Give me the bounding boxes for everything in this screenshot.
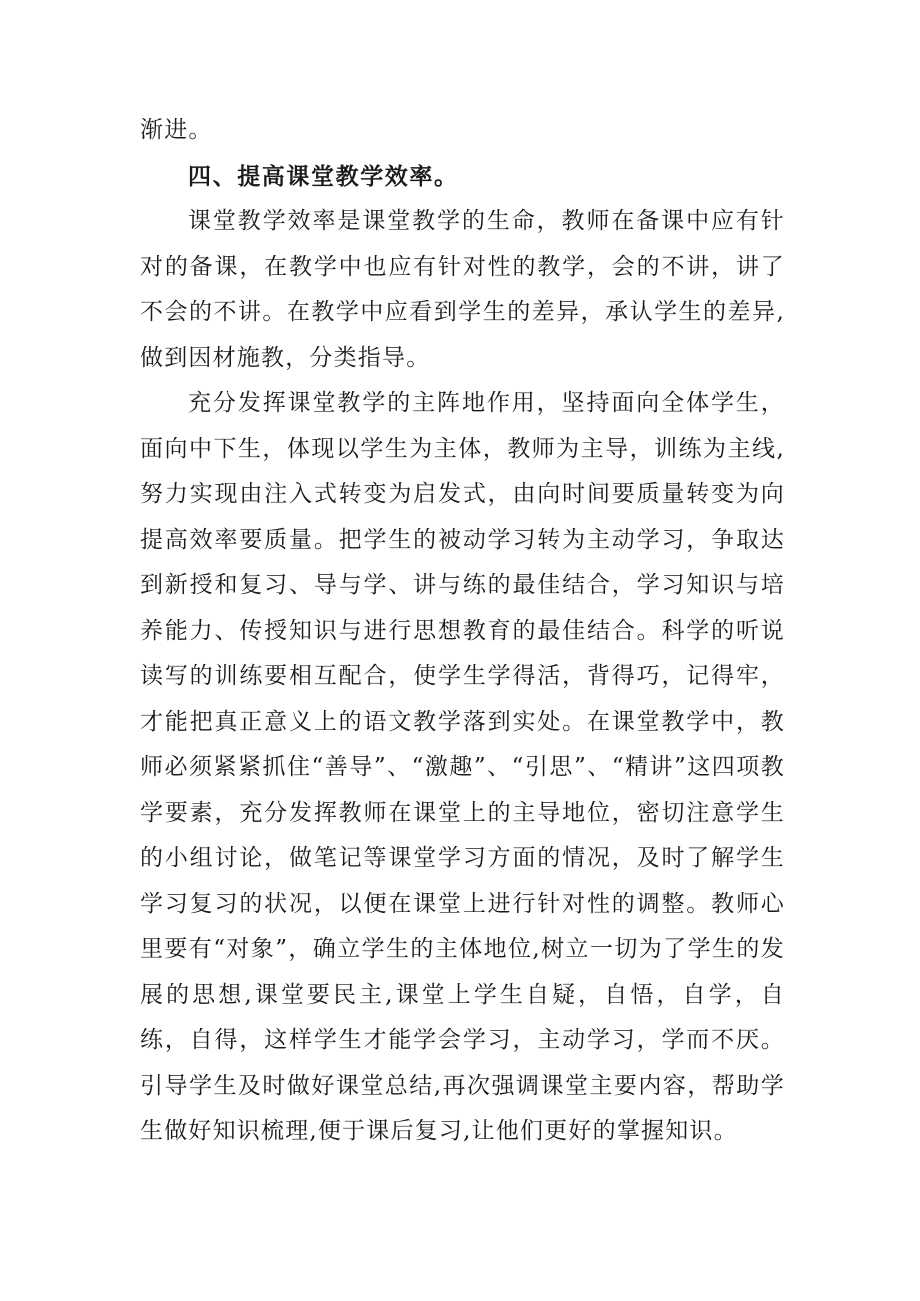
- paragraph-classroom-role: 充分发挥课堂教学的主阵地作用，坚持面向全体学生，面向中下生，体现以学生为主体，教师为主导，训练为主线,努力实现由注入式转变为启发式，由向时间要质量转变为向提高效率要质量。把学生的被动学习转为主动学习，争取达到新授和复习、导与学、讲与练的最佳结合，学习知识与培养能力、传授知识与进行思想教育的最佳结合。科学的听说读写的训练要相互配合，使学生学得活，背得巧，记得牢，才能把真正意义上的语文教学落到实处。在课堂教学中，教师必须紧紧抓住“善导”、“激趣”、“引思”、“精讲”这四项教学要素，充分发挥教师在课堂上的主导地位，密切注意学生的小组讨论，做笔记等课堂学习方面的情况，及时了解学生学习复习的状况，以便在课堂上进行针对性的调整。教师心里要有“对象”，确立学生的主体地位,树立一切为了学生的发展的思想,课堂要民主,课堂上学生自疑，自悟，自学，自练，自得，这样学生才能学会学习，主动学习，学而不厌。引导学生及时做好课堂总结,再次强调课堂主要内容，帮助学生做好知识梳理,便于课后复习,让他们更好的掌握知识。: [140, 390, 785, 1144]
- paragraph-efficiency: 课堂教学效率是课堂教学的生命，教师在备课中应有针对的备课，在教学中也应有针对性的教学，会的不讲，讲了不会的不讲。在教学中应看到学生的差异，承认学生的差异,做到因材施教，分类指导。: [140, 208, 785, 371]
- continuation-text: 渐进。: [140, 117, 213, 143]
- section-heading: 四、提高课堂教学效率。: [188, 162, 459, 190]
- document-body: [140, 108, 785, 1155]
